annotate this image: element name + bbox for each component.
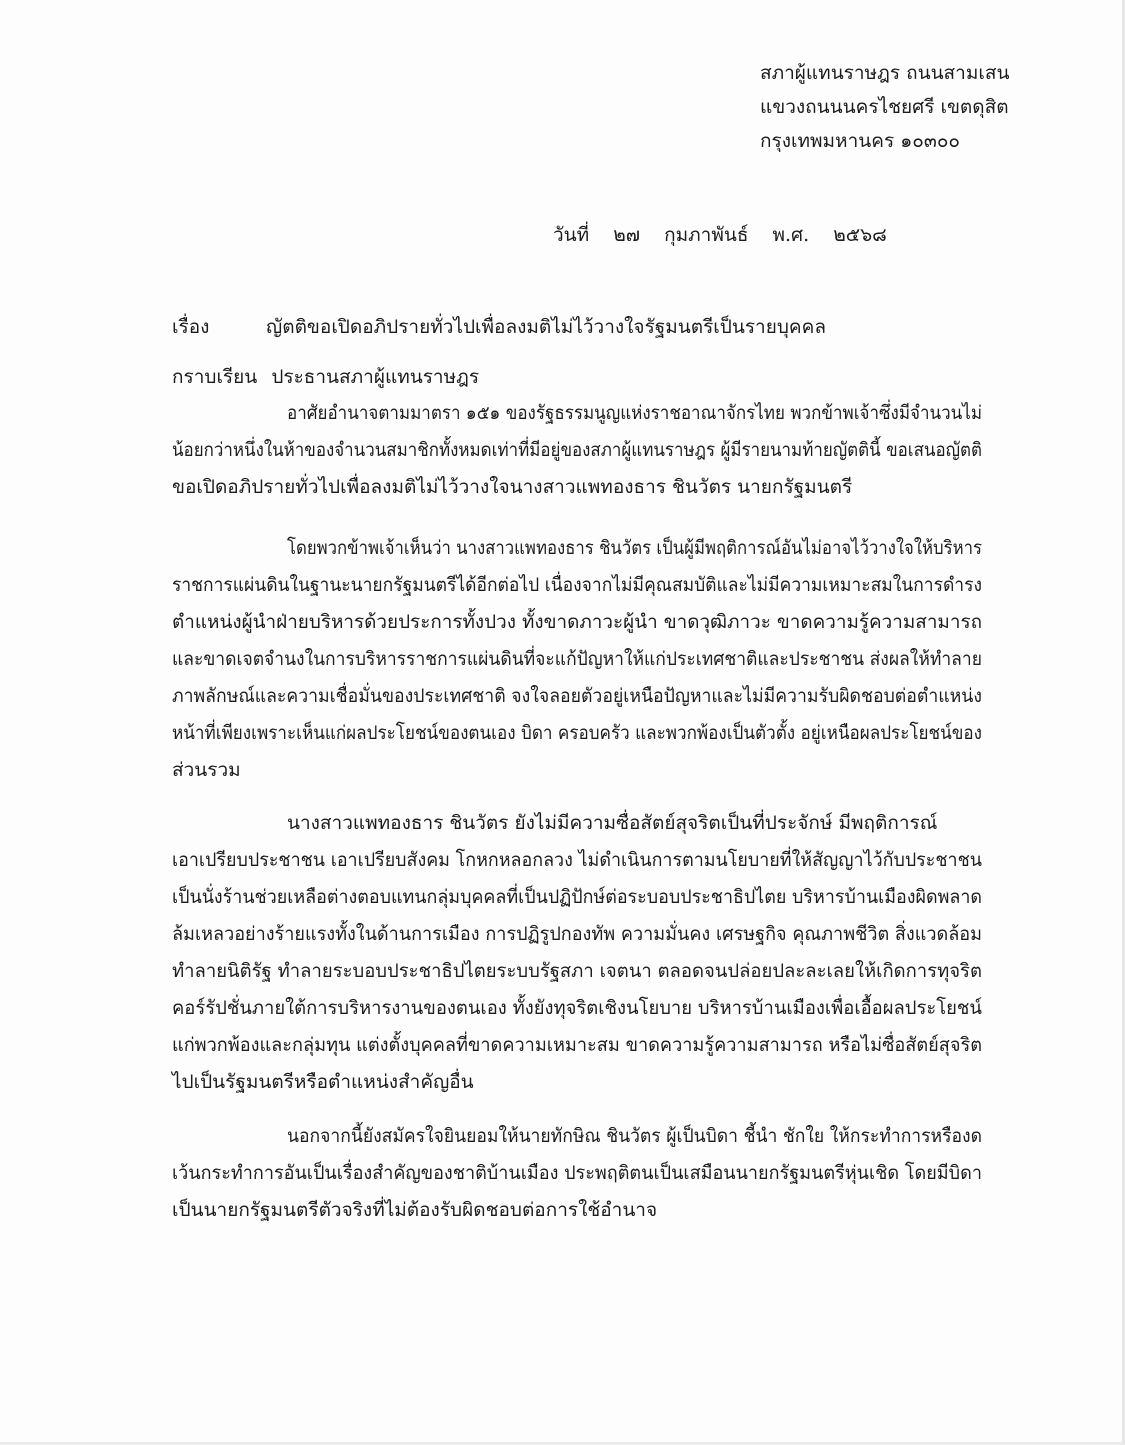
paragraph-2 (172, 530, 982, 789)
paragraph-line: เว้นกระทำการอันเป็นเรื่องสำคัญของชาติบ้านเมือง ประพฤติตนเป็นเสมือนนายกรัฐมนตรีหุ่นเชิด โดยมีบิดา (172, 1162, 982, 1184)
paragraph-line: นอกจากนี้ยังสมัครใจยินยอมให้นายทักษิณ ชินวัตร ผู้เป็นบิดา ชี้นำ ชักใย ให้กระทำการหรืองด (287, 1125, 982, 1147)
paragraph-3 (172, 805, 982, 1101)
paragraph-line: นางสาวแพทองธาร ชินวัตร ยังไม่มีความซื่อสัตย์สุจริตเป็นที่ประจักษ์ มีพฤติการณ์ (287, 812, 938, 834)
subject-label: เรื่อง (172, 316, 210, 338)
paragraph-line: น้อยกว่าหนึ่งในห้าของจำนวนสมาชิกทั้งหมดเท่าที่มีอยู่ของสภาผู้แทนราษฎร ผู้มีรายนามท้ายญัตตินี้ ขอเสนอญัตติ (172, 439, 982, 461)
paragraph-line: คอร์รัปชั่นภายใต้การบริหารงานของตนเอง ทั้งยังทุจริตเชิงนโยบาย บริหารบ้านเมืองเพื่อเอื้อผลประโยชน์ (172, 997, 982, 1019)
subject-line (172, 312, 826, 342)
paragraph-line: ล้มเหลวอย่างร้ายแรงทั้งในด้านการเมือง การปฏิรูปกองทัพ ความมั่นคง เศรษฐกิจ คุณภาพชีวิต สิ่งแวดล้อม (172, 923, 983, 945)
paragraph-line: หน้าที่เพียงเพราะเห็นแก่ผลประโยชน์ของตนเอง บิดา ครอบครัว และพวกพ้องเป็นตัวตั้ง อยู่เหนือผลประโยชน์ของ (172, 722, 983, 744)
paragraph-line: ขอเปิดอภิปรายทั่วไปเพื่อลงมติไม่ไว้วางใจนางสาวแพทองธาร ชินวัตร นายกรัฐมนตรี (172, 476, 853, 498)
address-line-2: แขวงถนนนครไชยศรี เขตดุสิต (760, 96, 1009, 118)
paragraph-1 (172, 395, 982, 506)
paragraph-line: ตำแหน่งผู้นำฝ่ายบริหารด้วยประการทั้งปวง ทั้งขาดภาวะผู้นำ ขาดวุฒิภาวะ ขาดความรู้ความสามารถ (172, 611, 983, 633)
sender-address (760, 56, 1009, 158)
paragraph-line: เอาเปรียบประชาชน เอาเปรียบสังคม โกหกหลอกลวง ไม่ดำเนินการตามนโยบายที่ให้สัญญาไว้กับประชาชน (172, 849, 982, 871)
paragraph-line: ไปเป็นรัฐมนตรีหรือตำแหน่งสำคัญอื่น (172, 1071, 474, 1093)
salutation-label: กราบเรียน (172, 366, 258, 388)
paragraph-line: ราชการแผ่นดินในฐานะนายกรัฐมนตรีได้อีกต่อไป เนื่องจากไม่มีคุณสมบัติและไม่มีความเหมาะสมในการดำรง (172, 574, 983, 596)
date-label: วันที่ (553, 224, 590, 246)
paragraph-line: เป็นนั่งร้านช่วยเหลือต่างตอบแทนกลุ่มบุคคลที่เป็นปฏิปักษ์ต่อระบอบประชาธิปไตย บริหารบ้านเมืองผิดพลาด (172, 886, 983, 908)
paragraph-line: อาศัยอำนาจตามมาตรา ๑๕๑ ของรัฐธรรมนูญแห่งราชอาณาจักรไทย พวกข้าพเจ้าซึ่งมีจำนวนไม่ (287, 402, 983, 424)
document-date (553, 220, 901, 250)
paragraph-4 (172, 1118, 982, 1229)
salutation-line (172, 362, 479, 392)
address-line-1: สภาผู้แทนราษฎร ถนนสามเสน (760, 62, 1010, 84)
date-year: ๒๕๖๘ (833, 224, 887, 246)
paragraph-line: แก่พวกพ้องและกลุ่มทุน แต่งตั้งบุคคลที่ขาดความเหมาะสม ขาดความรู้ความสามารถ หรือไม่ซื่อสัตย์สุจริต (172, 1034, 982, 1056)
paragraph-line: ส่วนรวม (172, 759, 241, 781)
salutation-recipient: ประธานสภาผู้แทนราษฎร (271, 366, 480, 388)
address-line-3: กรุงเทพมหานคร ๑๐๓๐๐ (760, 130, 961, 152)
date-era: พ.ศ. (772, 224, 810, 246)
paragraph-line: ทำลายนิติรัฐ ทำลายระบอบประชาธิปไตยระบบรัฐสภา เจตนา ตลอดจนปล่อยปละละเลยให้เกิดการทุจริต (172, 960, 982, 982)
paragraph-line: ภาพลักษณ์และความเชื่อมั่นของประเทศชาติ จงใจลอยตัวอยู่เหนือปัญหาและไม่มีความรับผิดชอบต่อตำแหน่ง (172, 685, 982, 707)
date-month: กุมภาพันธ์ (664, 224, 749, 246)
date-day: ๒๗ (613, 224, 641, 246)
paragraph-line: โดยพวกข้าพเจ้าเห็นว่า นางสาวแพทองธาร ชินวัตร เป็นผู้มีพฤติการณ์อันไม่อาจไว้วางใจให้บริหาร (287, 537, 983, 559)
subject-text: ญัตติขอเปิดอภิปรายทั่วไปเพื่อลงมติไม่ไว้วางใจรัฐมนตรีเป็นรายบุคคล (266, 316, 826, 338)
paragraph-line: และขาดเจตจำนงในการบริหารราชการแผ่นดินที่จะแก้ปัญหาให้แก่ประเทศชาติและประชาชน ส่งผลให้ทำลาย (172, 648, 982, 670)
paragraph-line: เป็นนายกรัฐมนตรีตัวจริงที่ไม่ต้องรับผิดชอบต่อการใช้อำนาจ (172, 1199, 658, 1221)
